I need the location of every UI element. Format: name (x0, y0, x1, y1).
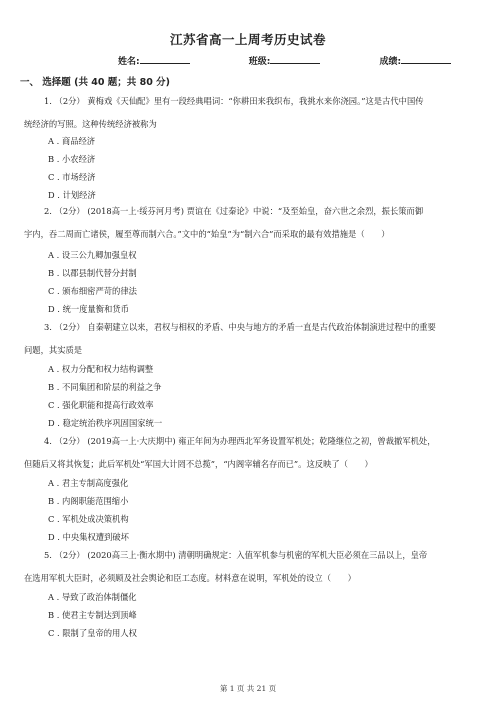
option-d: D . 稳定统治秩序巩固国家统一 (48, 418, 163, 428)
option-c: C . 限制了皇帝的用人权 (48, 628, 137, 638)
question-stem: 3. （2分） 自秦朝建立以来，君权与相权的矛盾、中央与地方的矛盾一直是古代政治体制演进过程中的重要 (44, 322, 436, 332)
name-blank (140, 53, 190, 64)
question-stem: 1. （2分） 黄梅戏《天仙配》里有一段经典唱词：“你耕田来我织布，我挑水来你浇园。”这是古代中国传 (44, 96, 424, 106)
student-info-row (118, 53, 451, 67)
question-stem: 2. （2分） (2018高一上·绥芬河月考) 贾谊在《过秦论》中说：“及至始皇，奋六世之余烈，振长策而御 (44, 206, 424, 216)
question-2 (24, 200, 474, 246)
question-1 (24, 90, 474, 136)
name-label: 姓名: (118, 57, 140, 67)
question-4 (24, 430, 474, 476)
question-stem-cont: 问题，其实质是 (24, 345, 83, 355)
option-c: C . 市场经济 (48, 172, 96, 182)
option-c: C . 军机处成决策机构 (48, 514, 129, 524)
option-b: B . 使君主专制达到顶峰 (48, 610, 137, 620)
option-b: B . 内阁职能范围缩小 (48, 496, 129, 506)
exam-title: 江苏省高一上周考历史试卷 (169, 32, 326, 47)
page-footer: 第 1 页 共 21 页 (219, 684, 277, 693)
question-5 (24, 544, 474, 590)
option-d: D . 统一度量衡和货币 (48, 304, 129, 314)
option-d: D . 中央集权遭到破坏 (48, 532, 129, 542)
option-a: A . 权力分配和权力结构调整 (48, 364, 154, 374)
option-c: C . 强化职能和提高行政效率 (48, 400, 154, 410)
section-heading: 一、 选择题 (共 40 题；共 80 分) (20, 77, 170, 88)
option-d: D . 计划经济 (48, 190, 96, 200)
class-label: 班级: (248, 57, 271, 67)
question-stem: 5. （2分） (2020高三上·衡水期中) 清朝明确规定：入值军机参与机密的军机大臣必须在三品以上，皇帝 (44, 550, 428, 560)
option-a: A . 商品经济 (48, 136, 96, 146)
question-stem: 4. （2分） (2019高一上·大庆期中) 雍正年间为办理西北军务设置军机处；乾隆继位之初，曾裁撤军机处， (44, 436, 436, 446)
option-b: B . 小农经济 (48, 154, 96, 164)
question-stem-cont: 但随后又将其恢复；此后军机处“军国大计罔不总揽”，“内阁宰辅名存而已”。这反映了（ ） (24, 459, 373, 469)
question-stem-cont: 宇内，吞二周而亡诸侯，履至尊而制六合。”文中的“始皇”为“制六合”而采取的最有效措施是（ ） (24, 229, 390, 239)
question-stem-cont: 统经济的写照。这种传统经济被称为 (24, 119, 157, 129)
question-3 (24, 316, 474, 362)
option-a: A . 导致了政治体制僵化 (48, 592, 137, 602)
question-stem-cont: 在选用军机大臣时，必须顾及社会舆论和臣工态度。材料意在说明，军机处的设立（ ） (24, 573, 356, 583)
option-c: C . 颁布细密严苛的律法 (48, 286, 137, 296)
score-label: 成绩: (379, 57, 402, 67)
option-b: B . 不同集团和阶层的利益之争 (48, 382, 162, 392)
class-blank (270, 53, 320, 64)
option-b: B . 以郡县制代替分封制 (48, 268, 137, 278)
option-a: A . 君主专制高度强化 (48, 478, 129, 488)
option-a: A . 设三公九卿加强皇权 (48, 250, 137, 260)
score-blank (401, 53, 451, 64)
